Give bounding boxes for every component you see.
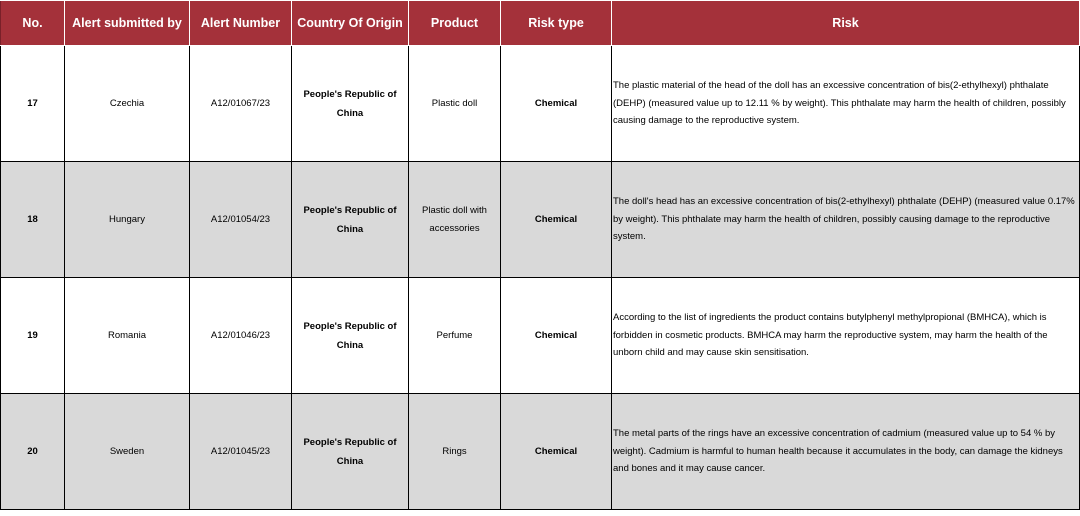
cell-submitted-by: Hungary	[65, 162, 190, 278]
cell-alert-number: A12/01045/23	[190, 394, 292, 510]
cell-risk: According to the list of ingredients the product contains butylphenyl methylpropional (BMHCA), which is forbidden in cosmetic products. BMHCA may harm the reproductive system, may harm the health of the unborn child and may cause skin sensitisation.	[612, 278, 1080, 394]
header-alert-number: Alert Number	[190, 1, 292, 46]
cell-product: Rings	[409, 394, 501, 510]
cell-risk-type: Chemical	[501, 394, 612, 510]
cell-risk-type: Chemical	[501, 162, 612, 278]
cell-risk: The doll's head has an excessive concentration of bis(2-ethylhexyl) phthalate (DEHP) (measured value 0.17% by weight). This phthalate may harm the health of children, possibly causing damage to the reproductive system.	[612, 162, 1080, 278]
cell-risk: The plastic material of the head of the doll has an excessive concentration of bis(2-ethylhexyl) phthalate (DEHP) (measured value up to 12.11 % by weight). This phthalate may harm the health of children, possibly causing damage to the reproductive system.	[612, 46, 1080, 162]
header-risk-type: Risk type	[501, 1, 612, 46]
cell-submitted-by: Sweden	[65, 394, 190, 510]
cell-alert-number: A12/01054/23	[190, 162, 292, 278]
cell-no: 19	[1, 278, 65, 394]
table-row	[1, 394, 1080, 510]
header-country: Country Of Origin	[292, 1, 409, 46]
cell-submitted-by: Romania	[65, 278, 190, 394]
cell-product: Plastic doll with accessories	[409, 162, 501, 278]
cell-product: Plastic doll	[409, 46, 501, 162]
cell-no: 20	[1, 394, 65, 510]
cell-no: 17	[1, 46, 65, 162]
table-row	[1, 278, 1080, 394]
header-row	[1, 1, 1080, 46]
header-risk: Risk	[612, 1, 1080, 46]
cell-risk-type: Chemical	[501, 46, 612, 162]
cell-risk: The metal parts of the rings have an excessive concentration of cadmium (measured value up to 54 % by weight). Cadmium is harmful to human health because it accumulates in the body, can damage the kidneys and bones and it may cause cancer.	[612, 394, 1080, 510]
header-submitted-by: Alert submitted by	[65, 1, 190, 46]
cell-alert-number: A12/01046/23	[190, 278, 292, 394]
cell-product: Perfume	[409, 278, 501, 394]
cell-country: People's Republic of China	[292, 394, 409, 510]
header-product: Product	[409, 1, 501, 46]
cell-alert-number: A12/01067/23	[190, 46, 292, 162]
table-row	[1, 162, 1080, 278]
cell-country: People's Republic of China	[292, 278, 409, 394]
cell-country: People's Republic of China	[292, 46, 409, 162]
cell-country: People's Republic of China	[292, 162, 409, 278]
cell-risk-type: Chemical	[501, 278, 612, 394]
cell-submitted-by: Czechia	[65, 46, 190, 162]
header-no: No.	[1, 1, 65, 46]
cell-no: 18	[1, 162, 65, 278]
table-row	[1, 46, 1080, 162]
